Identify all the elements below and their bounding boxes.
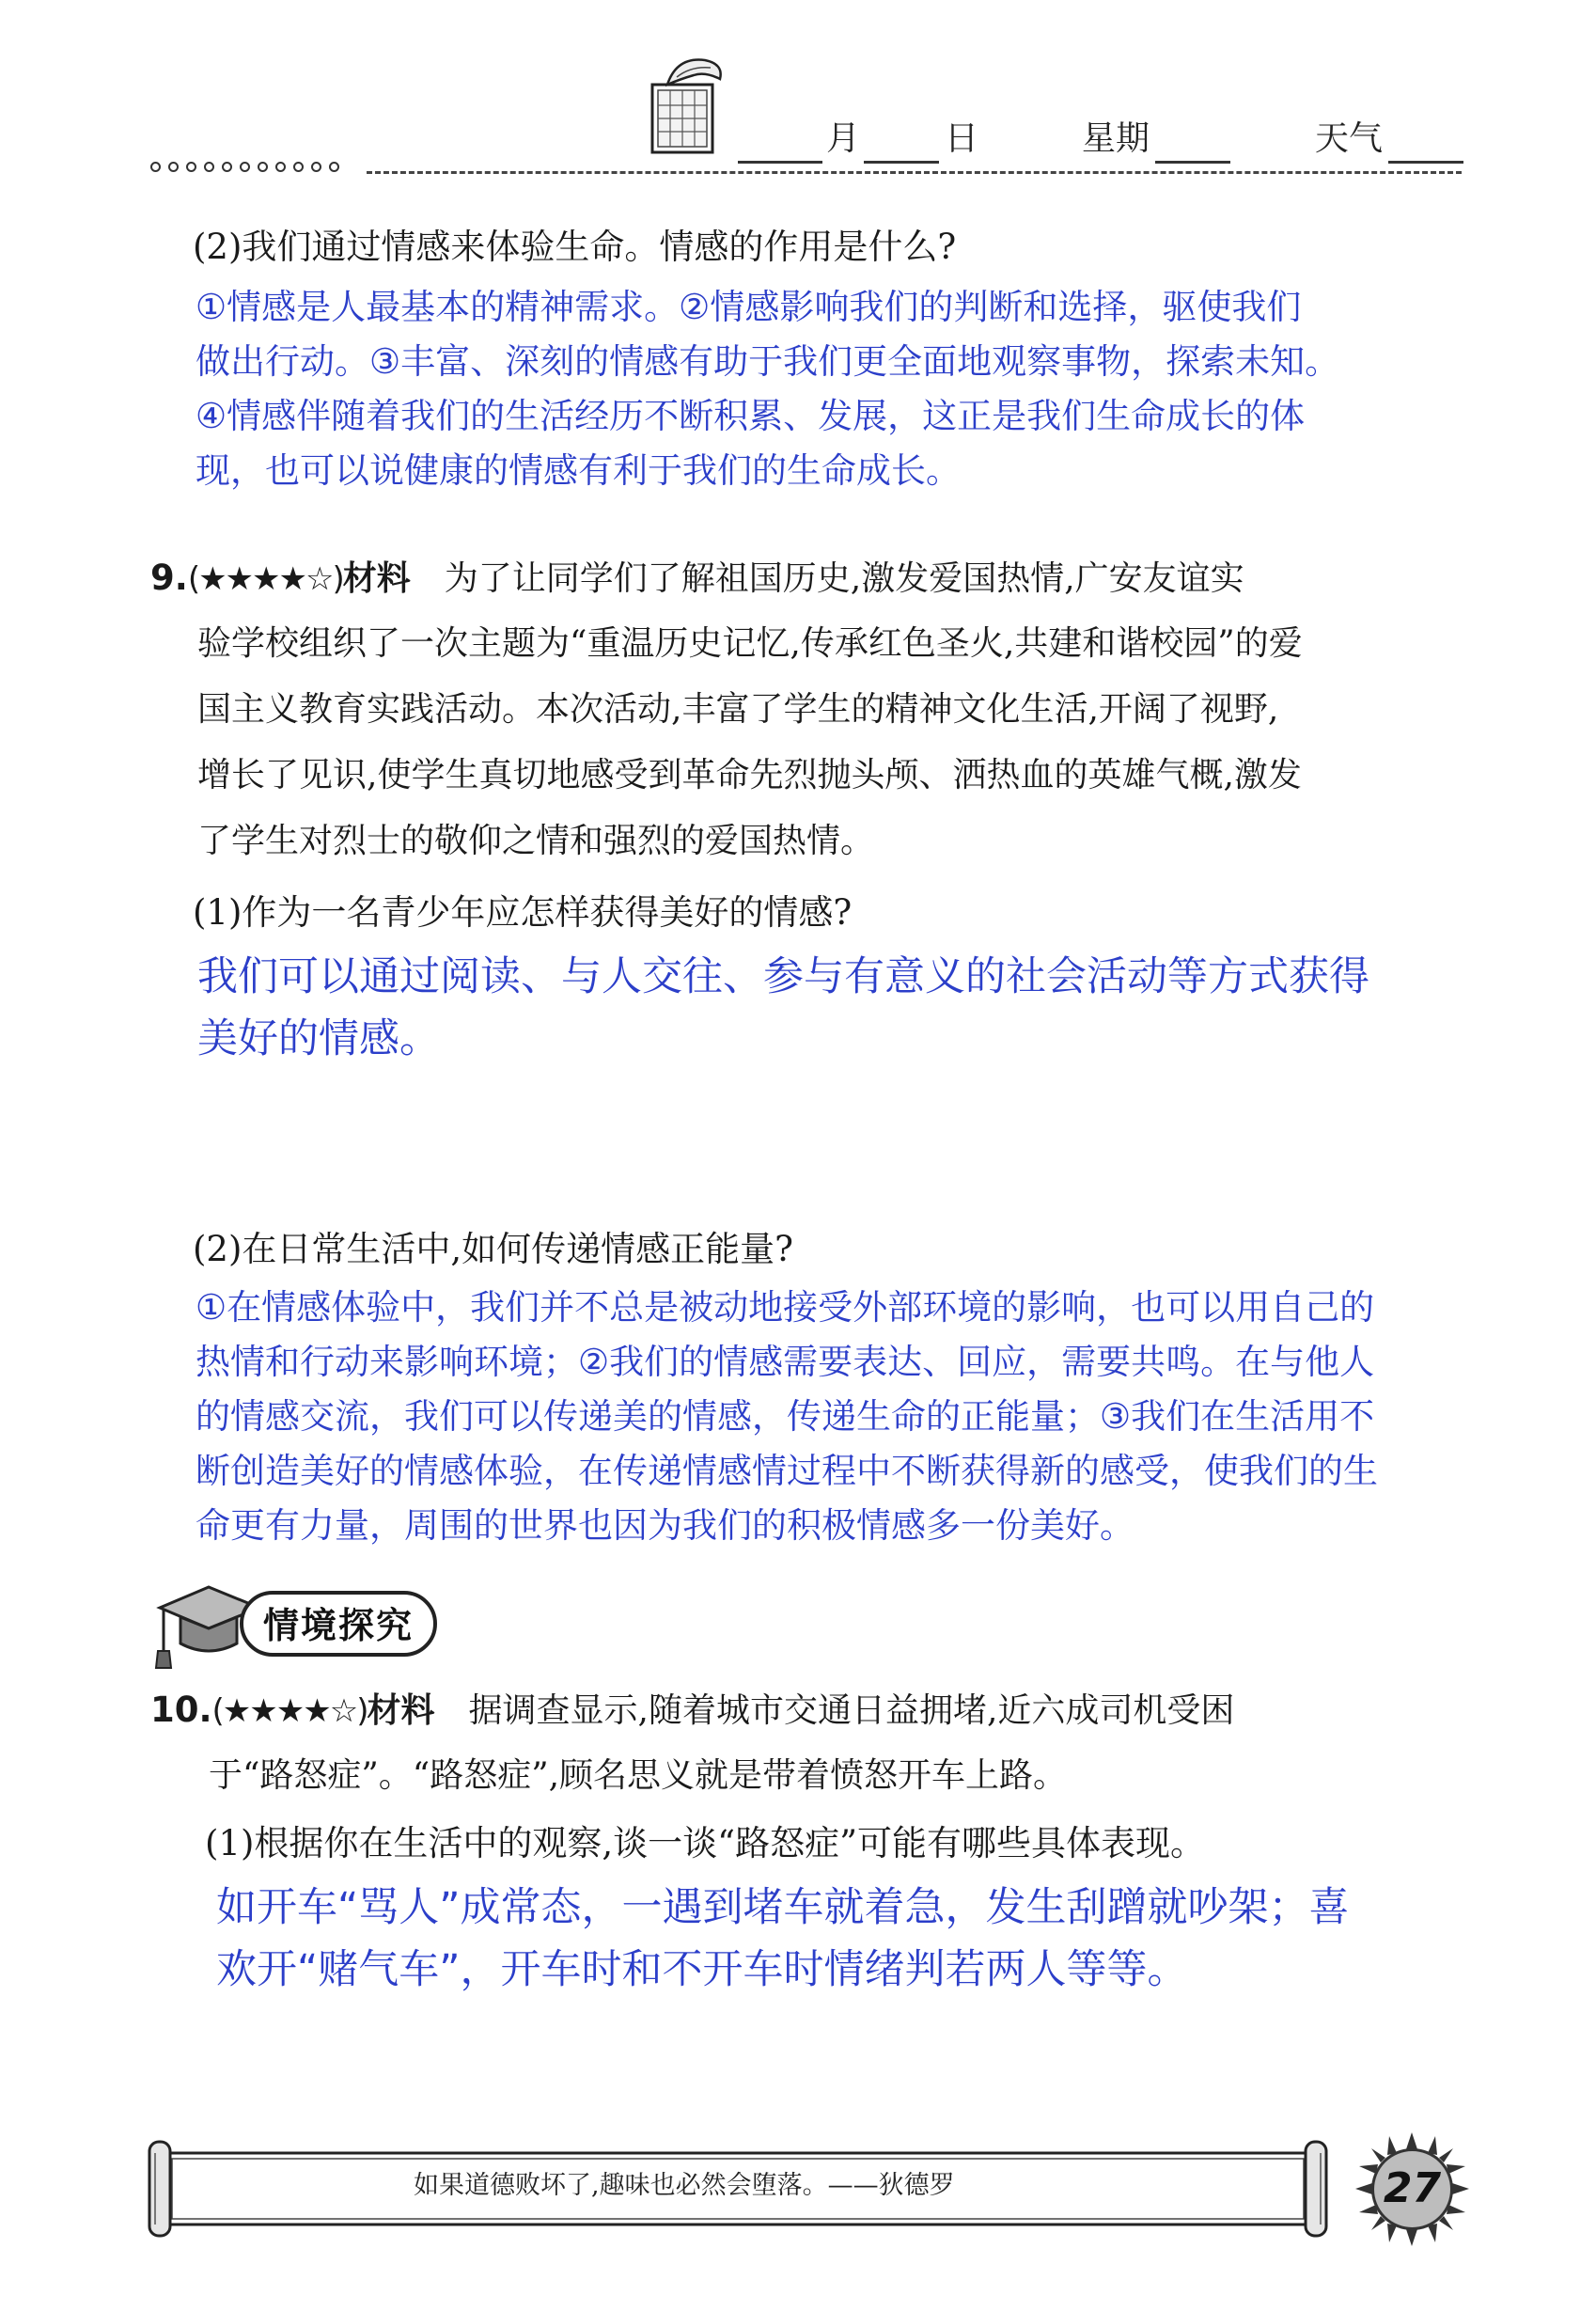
weekday-label: 星期 xyxy=(1082,119,1150,158)
material-line: 国主义教育实践活动。本次活动,丰富了学生的精神文化生活,开阔了视野, xyxy=(197,690,1279,729)
material-line: 于“路怒症”。“路怒症”,顾名思义就是带着愤怒开车上路。 xyxy=(209,1756,1068,1795)
q9-part2-prompt: (2)在日常生活中,如何传递情感正能量? xyxy=(193,1229,794,1269)
q10-part1-answer xyxy=(216,1877,1350,2001)
answer-line: 如开车“骂人”成常态，一遇到堵车就着急，发生刮蹭就吵架；喜 xyxy=(216,1884,1350,1931)
month-label: 月 xyxy=(826,119,861,158)
answer-line: ①在情感体验中，我们并不总是被动地接受外部环境的影响，也可以用自己的 xyxy=(196,1287,1375,1328)
q8-part2-answer xyxy=(196,280,1339,498)
day-label: 日 xyxy=(945,119,979,158)
q9-header-line xyxy=(150,545,1244,612)
q9-part1-answer xyxy=(197,946,1369,1070)
answer-line: 美好的情感。 xyxy=(197,1015,440,1062)
material-label: 材料 xyxy=(342,559,411,598)
answer-line: 欢开“赌气车”，开车时和不开车时情绪判若两人等等。 xyxy=(216,1946,1188,1993)
question-number: 9. xyxy=(150,558,188,598)
header-dash-rule xyxy=(367,171,1462,174)
answer-line: 命更有力量，周围的世界也因为我们的积极情感多一份美好。 xyxy=(196,1505,1134,1546)
q9-part2-answer xyxy=(196,1281,1378,1553)
answer-line: 现，也可以说健康的情感有利于我们的生命成长。 xyxy=(196,450,961,491)
material-line: 据调查显示,随着城市交通日益拥堵,近六成司机受困 xyxy=(468,1691,1235,1730)
month-blank[interactable] xyxy=(738,123,822,164)
date-line xyxy=(738,115,1463,164)
material-line: 了学生对烈士的敬仰之情和强烈的爱国热情。 xyxy=(197,822,875,860)
q10-header-line xyxy=(150,1677,1234,1744)
q9-part1-prompt: (1)作为一名青少年应怎样获得美好的情感? xyxy=(193,892,853,933)
difficulty-stars: (★★★★☆) xyxy=(187,560,343,598)
answer-line: ④情感伴随着我们的生活经历不断积累、发展，这正是我们生命成长的体 xyxy=(196,396,1306,436)
q10-part1-prompt: (1)根据你在生活中的观察,谈一谈“路怒症”可能有哪些具体表现。 xyxy=(205,1823,1206,1863)
answer-line: 的情感交流，我们可以传递美的情感，传递生命的正能量；③我们在生活用不 xyxy=(196,1396,1375,1437)
answer-line: 断创造美好的情感体验，在传递情感情过程中不断获得新的感受，使我们的生 xyxy=(196,1451,1378,1491)
section-banner xyxy=(150,1570,451,1669)
material-line: 验学校组织了一次主题为“重温历史记忆,传承红色圣火,共建和谐校园”的爱 xyxy=(197,624,1303,663)
calendar-icon xyxy=(639,47,733,160)
material-line: 为了让同学们了解祖国历史,激发爱国热情,广安友谊实 xyxy=(444,559,1244,598)
weather-label: 天气 xyxy=(1315,119,1384,158)
weather-blank[interactable] xyxy=(1388,123,1463,164)
q9-material xyxy=(197,611,1303,874)
answer-line: ①情感是人最基本的精神需求。②情感影响我们的判断和选择，驱使我们 xyxy=(196,287,1302,327)
section-title: 情境探究 xyxy=(263,1605,415,1646)
page-number: 27 xyxy=(1383,2164,1442,2212)
material-label: 材料 xyxy=(367,1691,435,1730)
footer-quote: 如果道德败坏了,趣味也必然会堕落。——狄德罗 xyxy=(414,2171,955,2200)
day-blank[interactable] xyxy=(864,123,939,164)
answer-line: 热情和行动来影响环境；②我们的情感需要表达、回应，需要共鸣。在与他人 xyxy=(196,1342,1375,1382)
header-dot-rule xyxy=(150,162,347,172)
question-number: 10. xyxy=(150,1690,212,1730)
q8-part2-prompt: (2)我们通过情感来体验生命。情感的作用是什么? xyxy=(193,227,957,267)
weekday-blank[interactable] xyxy=(1155,123,1230,164)
answer-line: 做出行动。③丰富、深刻的情感有助于我们更全面地观察事物，探索未知。 xyxy=(196,341,1340,382)
answer-line: 我们可以通过阅读、与人交往、参与有意义的社会活动等方式获得 xyxy=(197,953,1369,1000)
material-line: 增长了见识,使学生真切地感受到革命先烈抛头颅、洒热血的英雄气概,激发 xyxy=(197,756,1302,794)
difficulty-stars: (★★★★☆) xyxy=(211,1692,368,1730)
page-number-badge xyxy=(1353,2130,1471,2248)
